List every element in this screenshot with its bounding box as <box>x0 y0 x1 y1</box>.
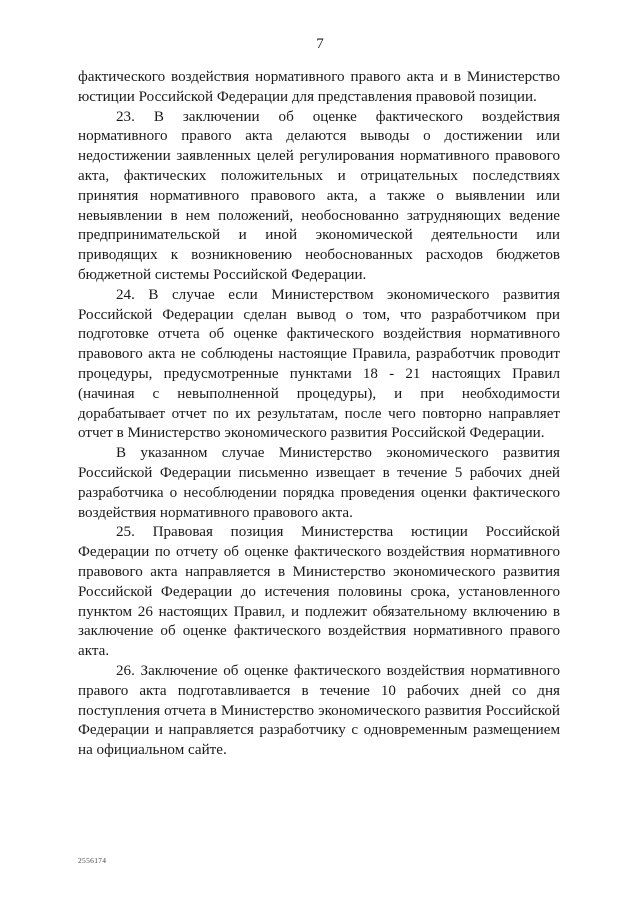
document-code: 2556174 <box>78 856 107 865</box>
paragraph-continuation: фактического воздействия нормативного правого акта и в Министерство юстиции Российской Федерации для представления правовой позиции. <box>78 69 560 105</box>
paragraph-25: 25. Правовая позиция Министерства юстиции Российской Федерации по отчету об оценке фактического воздействия нормативного правового акта направляется в Министерство экономического развития Российской Федерации до истечения половины срока, установленного пунктом 26 настоящих Правил, и подлежит обязательному включению в заключение об оценке фактического воздействия нормативного правого акта. <box>78 524 560 660</box>
document-body <box>78 68 560 761</box>
paragraph-24-notice: В указанном случае Министерство экономического развития Российской Федерации письменно извещает в течение 5 рабочих дней разработчика о несоблюдении порядка проведения оценки фактического воздействия нормативного правового акта. <box>78 445 560 521</box>
paragraph-26: 26. Заключение об оценке фактического воздействия нормативного правого акта подготавливается в течение 10 рабочих дней со дня поступления отчета в Министерство экономического развития Российской Федерации и направляется разработчику с одновременным размещением на официальном сайте. <box>78 662 560 759</box>
paragraph-24: 24. В случае если Министерством экономического развития Российской Федерации сделан вывод о том, что разработчиком при подготовке отчета об оценке фактического воздействия нормативного правового акта не соблюдены настоящие Правила, разработчик проводит процедуры, предусмотренные пунктами 18 - 21 настоящих Правил (начиная с невыполненной процедуры), и при необходимости дорабатывает отчет по их результатам, после чего повторно направляет отчет в Министерство экономического развития Российской Федерации. <box>78 286 560 442</box>
page-number: 7 <box>316 36 324 52</box>
paragraph-23: 23. В заключении об оценке фактического воздействия нормативного правого акта делаются выводы о достижении или недостижении заявленных целей регулирования нормативного правового акта, фактических положительных и отрицательных последствиях принятия нормативного правового акта, а также о выявлении или невыявлении в нем положений, необоснованно затрудняющих ведение предпринимательской и иной экономической деятельности или приводящих к возникновению необоснованных расходов бюджетов бюджетной системы Российской Федерации. <box>78 108 560 283</box>
